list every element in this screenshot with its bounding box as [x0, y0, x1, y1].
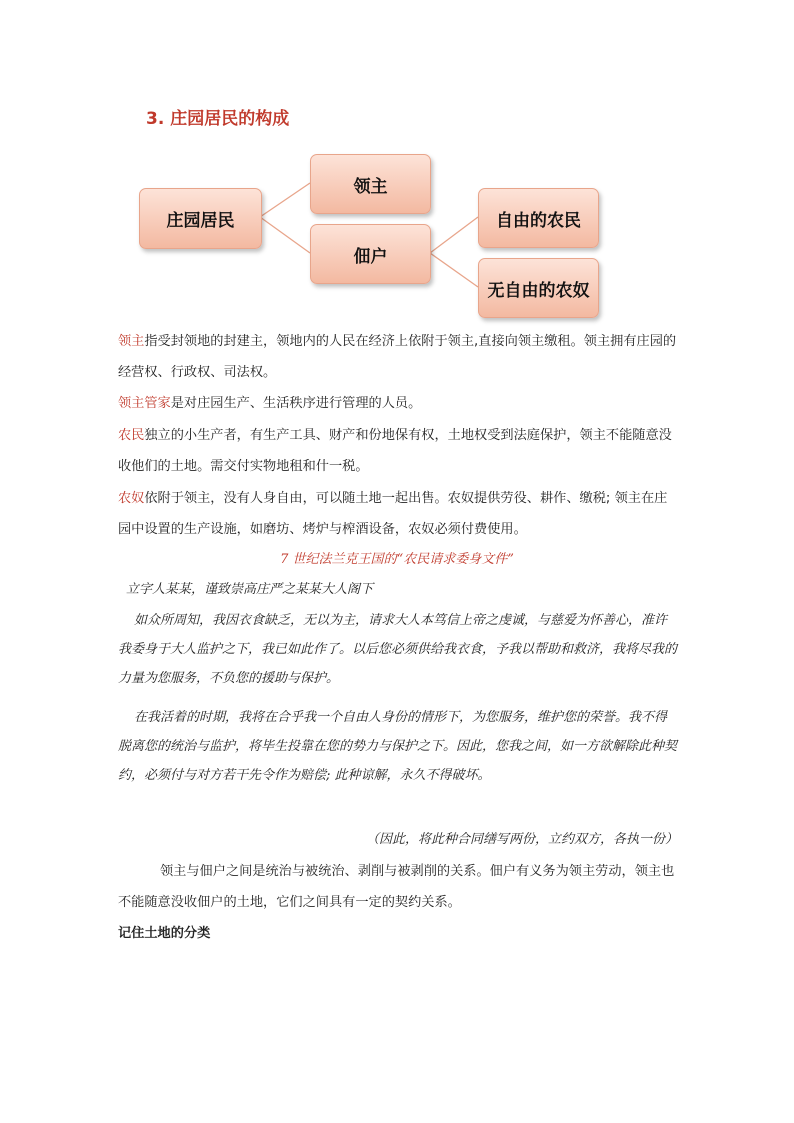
- footer-heading: 记住土地的分类: [118, 926, 211, 941]
- node-lord: 领主: [310, 154, 431, 214]
- line-root-tenant: [260, 217, 310, 253]
- definition-steward: 领主管家是对庄园生产、生活秩序进行管理的人员。: [118, 396, 422, 411]
- node-tenant: 佃户: [310, 224, 431, 284]
- node-free-peasant: 自由的农民: [478, 188, 599, 248]
- document-paragraph-1: 如众所周知，我因衣食缺乏，无以为主，请求大人本笃信上帝之虔诚，与慈爱为怀善心，准许我委身于大人监护之下，我已如此作了。以后您必须供给我衣食，予我以帮助和救济，我将尽我的力量为您服务，不负您的援助与保护。: [118, 613, 678, 686]
- definition-serf: 农奴依附于领主，没有人身自由，可以随土地一起出售。农奴提供劳役、耕作、缴税; 领主在庄园中设置的生产设施，如磨坊、烤炉与榨酒设备，农奴必须付费使用。: [118, 491, 668, 537]
- document-closing: （因此，将此种合同缮写两份，立约双方，各执一份）: [365, 832, 678, 847]
- definition-lord: 领主指受封领地的封建主，领地内的人民在经济上依附于领主,直接向领主缴租。领主拥有庄园的经营权、行政权、司法权。: [118, 334, 677, 380]
- line-root-lord: [260, 183, 310, 217]
- document-salutation: 立字人某某，谨致崇高庄严之某某大人阁下: [126, 582, 374, 597]
- node-manor-residents: 庄园居民: [139, 188, 262, 249]
- document-title: 7 世纪法兰克王国的“农民请求委身文件”: [280, 552, 514, 567]
- line-tenant-serf: [430, 253, 478, 287]
- document-paragraph-2: 在我活着的时期，我将在合乎我一个自由人身份的情形下，为您服务，维护您的荣誉。我不得脱离您的统治与监护，将毕生投靠在您的势力与保护之下。因此，您我之间，如一方欲解除此种契约，必须付与对方若干先令作为赔偿; 此种谅解，永久不得破坏。: [118, 710, 678, 783]
- section-title: 3. 庄园居民的构成: [146, 109, 290, 129]
- line-tenant-free: [430, 217, 478, 253]
- definition-peasant: 农民独立的小生产者，有生产工具、财产和份地保有权，土地权受到法庭保护，领主不能随意没收他们的土地。需交付实物地租和什一税。: [118, 428, 672, 474]
- node-serf: 无自由的农奴: [478, 258, 599, 318]
- summary-paragraph: 领主与佃户之间是统治与被统治、剥削与被剥削的关系。佃户有义务为领主劳动，领主也不能随意没收佃户的土地，它们之间具有一定的契约关系。: [118, 864, 675, 910]
